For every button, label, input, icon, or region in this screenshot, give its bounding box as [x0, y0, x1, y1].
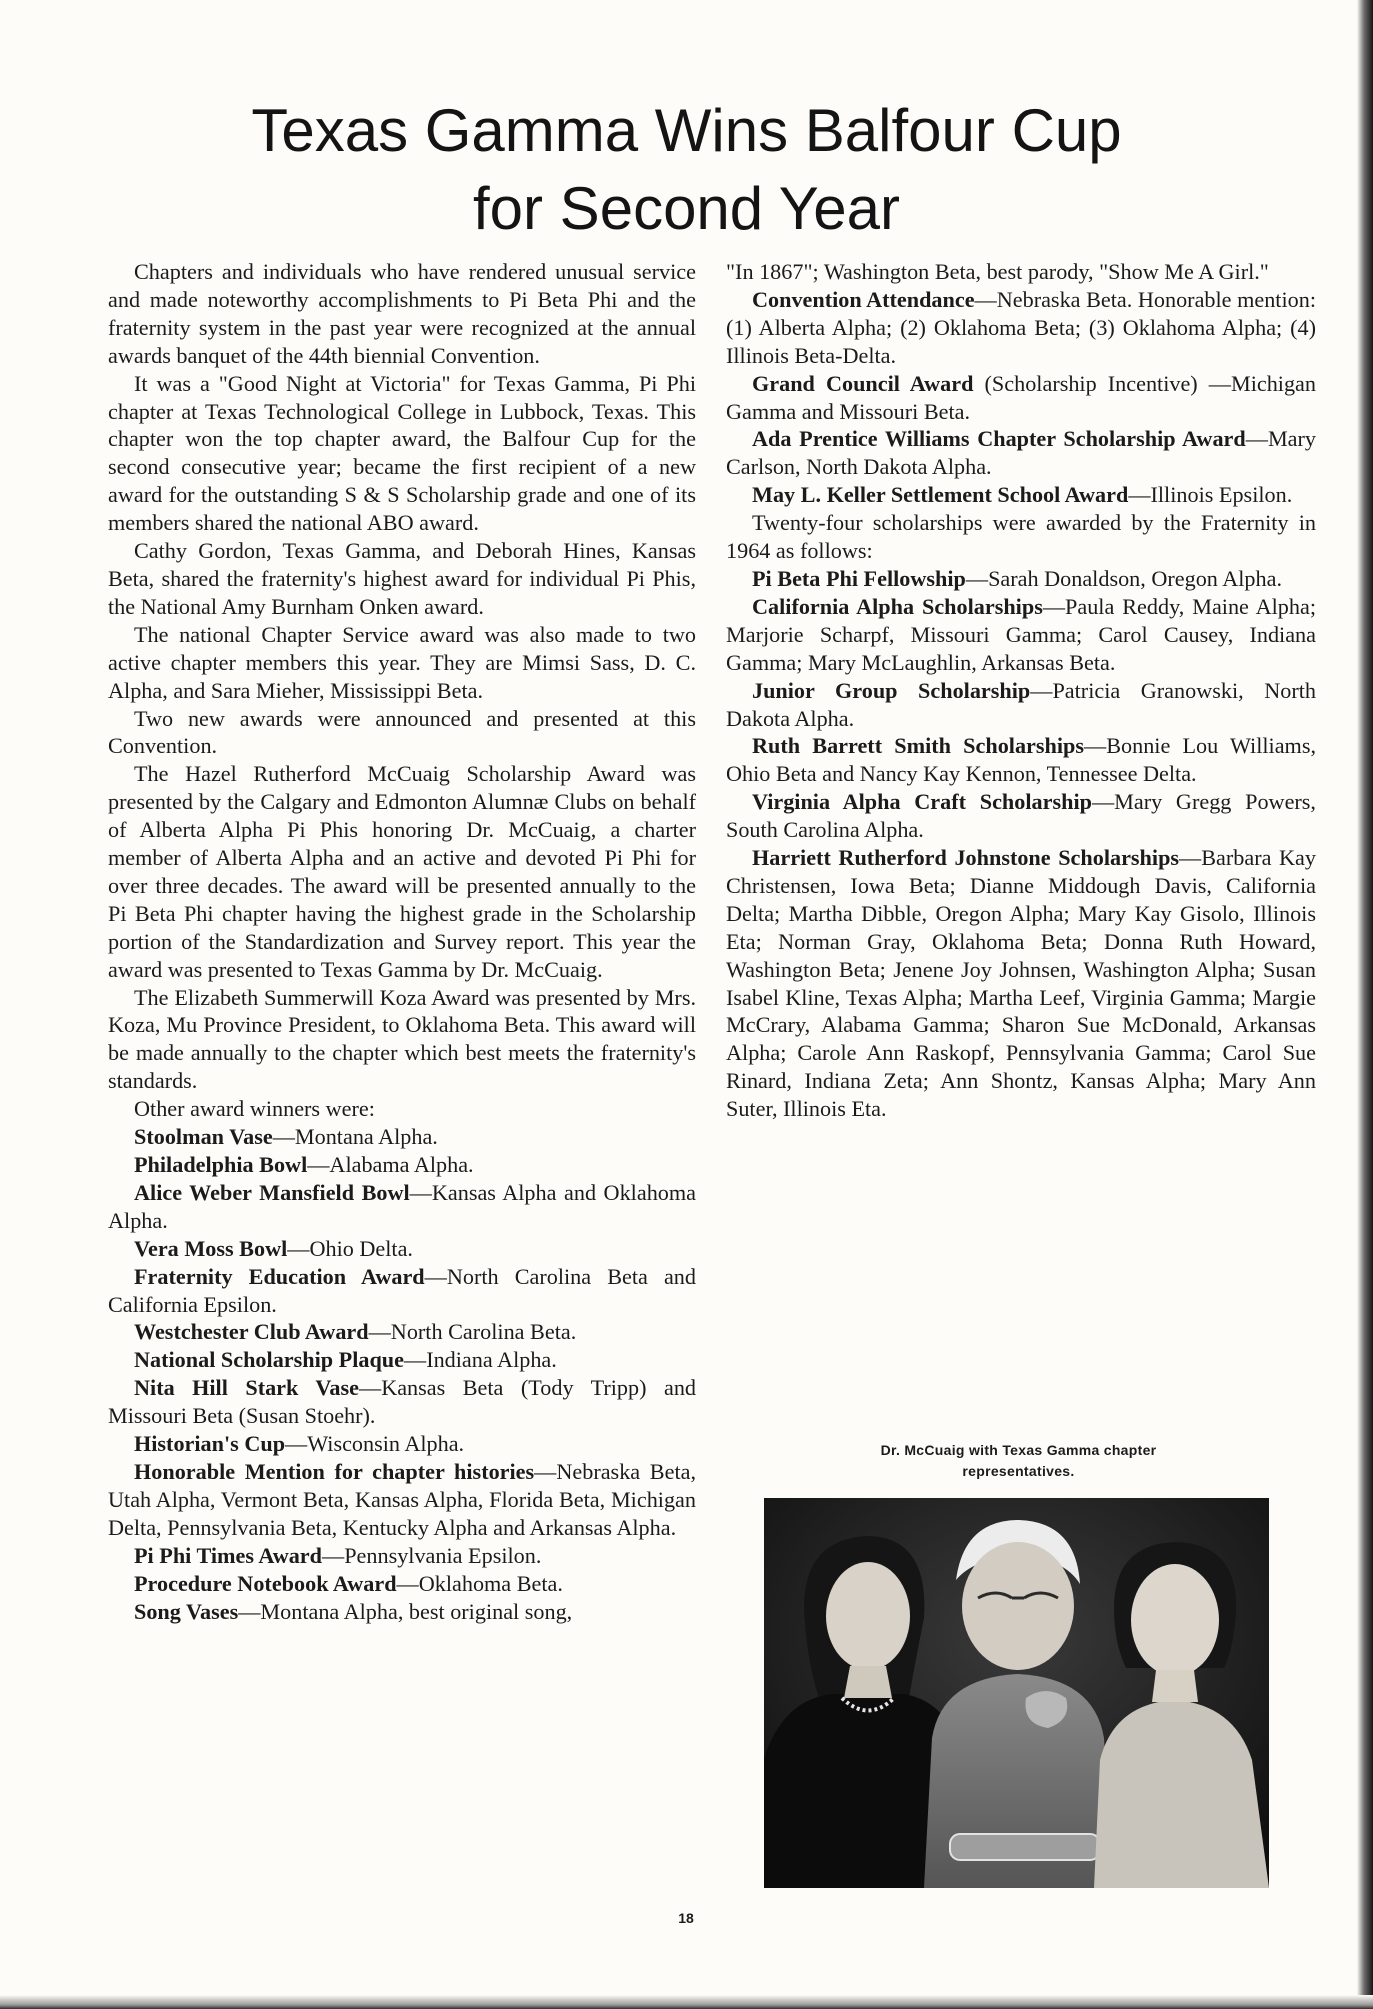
- silver-tray: [950, 1834, 1100, 1860]
- title-line-1: Texas Gamma Wins Balfour Cup: [251, 97, 1122, 164]
- paragraph: [108, 1374, 696, 1430]
- paragraph-text: The Hazel Rutherford McCuaig Scholarship Award was presented by the Calgary and Edmonton Alumnæ Clubs on behalf of Alberta Alpha Pi Phis honoring Dr. McCuaig, a charter member of Alberta Alpha and an active and devoted Pi Phi for over three decades. The award will be presented annually to the Pi Beta Phi chapter having the highest grade in the Scholarship portion of the Standardization and Survey report. This year the award was presented to Texas Gamma by Dr. McCuaig.: [108, 761, 696, 982]
- award-recipients: —Paula Reddy, Maine Alpha; Marjorie Scharpf, Missouri Gamma; Carol Causey, Indiana Gamma; Mary McLaughlin, Arkansas Beta.: [726, 593, 1316, 675]
- page-number: 18: [678, 1910, 694, 1926]
- award-recipients: —Patricia Granowski, North Dakota Alpha.: [726, 677, 1316, 731]
- dr-mccuaig-face: [962, 1542, 1074, 1670]
- award-name: Honorable Mention for chapter histories: [134, 1458, 535, 1484]
- award-name: California Alpha Scholarships: [752, 593, 1043, 619]
- paragraph: [108, 370, 696, 537]
- paragraph-text: Cathy Gordon, Texas Gamma, and Deborah Hines, Kansas Beta, shared the fraternity's highest award for individual Pi Phis, the National Amy Burnham Onken award.: [108, 538, 696, 619]
- paragraph: [726, 286, 1316, 370]
- woman-left-neck: [844, 1666, 892, 1698]
- award-recipients: —Kansas Alpha and Oklahoma Alpha.: [108, 1179, 696, 1233]
- paragraph: [726, 258, 1316, 286]
- paragraph: [108, 537, 696, 621]
- woman-right-neck: [1152, 1670, 1198, 1702]
- award-name: Harriett Rutherford Johnstone Scholarships: [752, 845, 1180, 871]
- paragraph: [108, 1235, 696, 1263]
- award-recipients: —Pennsylvania Epsilon.: [322, 1542, 542, 1568]
- paragraph: [108, 1179, 696, 1235]
- award-name: Pi Beta Phi Fellowship: [752, 565, 966, 591]
- paragraph: [108, 1095, 696, 1123]
- paragraph-text: It was a "Good Night at Victoria" for Texas Gamma, Pi Phi chapter at Texas Technological College in Lubbock, Texas. This chapter won the top chapter award, the Balfour Cup for the second consecutive year; became the first recipient of a new award for the outstanding S & S Scholarship grade and one of its members shared the national ABO award.: [108, 370, 696, 536]
- award-name: Westchester Club Award: [134, 1319, 369, 1345]
- paragraph: [726, 425, 1316, 481]
- paragraph: [726, 677, 1316, 733]
- award-name: Nita Hill Stark Vase: [134, 1375, 359, 1401]
- award-recipients: —Mary Gregg Powers, South Carolina Alpha.: [726, 789, 1316, 843]
- award-name: Song Vases: [134, 1598, 239, 1624]
- left-column: [108, 258, 696, 1625]
- award-name: Fraternity Education Award: [134, 1263, 425, 1289]
- paragraph: [108, 1346, 696, 1374]
- award-name: Grand Council Award: [752, 370, 974, 396]
- award-name: May L. Keller Settlement School Award: [752, 482, 1129, 508]
- award-recipients: —Bonnie Lou Williams, Ohio Beta and Nancy Kay Kennon, Tennessee Delta.: [726, 733, 1316, 787]
- award-name: Procedure Notebook Award: [134, 1570, 397, 1596]
- award-recipients: —Wisconsin Alpha.: [285, 1431, 465, 1457]
- award-recipients: —Mary Carlson, North Dakota Alpha.: [726, 426, 1316, 480]
- paragraph: [108, 1263, 696, 1319]
- award-recipients: —Kansas Beta (Tody Tripp) and Missouri Beta (Susan Stoehr).: [108, 1375, 697, 1429]
- paragraph: [108, 621, 696, 705]
- award-recipients: (Scholarship Incentive) —Michigan Gamma and Missouri Beta.: [726, 370, 1316, 424]
- award-name: Virginia Alpha Craft Scholarship: [752, 789, 1092, 815]
- award-recipients: —Montana Alpha.: [272, 1124, 438, 1150]
- photo-mccuaig-with-representatives: [764, 1498, 1269, 1888]
- paragraph: [726, 593, 1316, 677]
- title-line-2: for Second Year: [472, 175, 900, 242]
- paragraph: [108, 1598, 696, 1626]
- paragraph-text: Chapters and individuals who have rendered unusual service and made noteworthy accomplishments to Pi Beta Phi and the fraternity system in the past year were recognized at the annual awards banquet of the 44th biennial Convention.: [108, 259, 696, 368]
- award-name: Vera Moss Bowl: [134, 1235, 288, 1261]
- caption-line-1: Dr. McCuaig with Texas Gamma chapter: [880, 1442, 1157, 1458]
- award-name: Pi Phi Times Award: [134, 1542, 322, 1568]
- paragraph: [108, 984, 696, 1096]
- award-recipients: —Oklahoma Beta.: [396, 1570, 563, 1596]
- award-recipients: —Nebraska Beta. Honorable mention: (1) Alberta Alpha; (2) Oklahoma Beta; (3) Oklahoma Alpha; (4) Illinois Beta-Delta.: [726, 286, 1316, 368]
- paragraph-text: "In 1867"; Washington Beta, best parody, "Show Me A Girl.": [726, 259, 1269, 284]
- award-recipients: —Ohio Delta.: [287, 1235, 413, 1261]
- caption-line-2: representatives.: [962, 1463, 1075, 1479]
- award-recipients: —Nebraska Beta, Utah Alpha, Vermont Beta, Kansas Alpha, Florida Beta, Michigan Delta, Pennsylvania Beta, Kentucky Alpha and Arkansas Alpha.: [108, 1458, 696, 1540]
- paragraph: [726, 844, 1316, 1123]
- award-name: Ruth Barrett Smith Scholarships: [752, 733, 1085, 759]
- paragraph: [108, 1542, 696, 1570]
- photo-illustration: [764, 1498, 1269, 1888]
- award-recipients: —North Carolina Beta.: [368, 1319, 577, 1345]
- award-name: Ada Prentice Williams Chapter Scholarship Award: [752, 426, 1246, 452]
- award-recipients: —Sarah Donaldson, Oregon Alpha.: [965, 565, 1282, 591]
- award-name: National Scholarship Plaque: [134, 1347, 404, 1373]
- paragraph: [108, 705, 696, 761]
- award-recipients: —North Carolina Beta and California Epsilon.: [108, 1263, 696, 1317]
- paragraph-text: The Elizabeth Summerwill Koza Award was presented by Mrs. Koza, Mu Province President, to Oklahoma Beta. This award will be made annually to the chapter which best meets the fraternity's standards.: [108, 984, 696, 1094]
- paragraph-text: The national Chapter Service award was also made to two active chapter members this year. They are Mimsi Sass, D. C. Alpha, and Sara Mieher, Mississippi Beta.: [108, 621, 696, 703]
- paragraph: [726, 370, 1316, 426]
- award-recipients: —Alabama Alpha.: [307, 1152, 474, 1177]
- article-title: [0, 92, 1373, 248]
- award-name: Alice Weber Mansfield Bowl: [134, 1179, 410, 1205]
- paragraph: [726, 788, 1316, 844]
- award-name: Junior Group Scholarship: [752, 677, 1031, 703]
- paragraph: [108, 760, 696, 983]
- award-name: Philadelphia Bowl: [134, 1152, 308, 1177]
- woman-right-face: [1131, 1564, 1219, 1676]
- award-recipients: —Illinois Epsilon.: [1128, 482, 1293, 508]
- paragraph: [108, 258, 696, 370]
- paragraph-text: Two new awards were announced and presented at this Convention.: [108, 705, 696, 759]
- paragraph: [108, 1430, 696, 1458]
- award-recipients: —Barbara Kay Christensen, Iowa Beta; Dianne Middough Davis, California Delta; Martha Dibble, Oregon Alpha; Mary Kay Gisolo, Illinois Eta; Norman Gray, Oklahoma Beta; Donna Ruth Howard, Washington Beta; Jenene Joy Johnsen, Washington Alpha; Susan Isabel Kline, Texas Alpha; Martha Leef, Virginia Gamma; Margie McCrary, Alabama Gamma; Sharon Sue McDonald, Arkansas Alpha; Carole Ann Raskopf, Pennsylvania Gamma; Carol Sue Rinard, Indiana Zeta; Ann Shontz, Kansas Alpha; Mary Ann Suter, Illinois Eta.: [726, 845, 1316, 1122]
- paragraph: [108, 1151, 696, 1179]
- paragraph: [726, 732, 1316, 788]
- paragraph: [726, 481, 1316, 509]
- award-recipients: —Indiana Alpha.: [404, 1347, 557, 1373]
- award-name: Stoolman Vase: [134, 1124, 273, 1150]
- paragraph: [726, 509, 1316, 565]
- photo-caption: [766, 1440, 1271, 1482]
- paragraph-text: Twenty-four scholarships were awarded by the Fraternity in 1964 as follows:: [726, 510, 1316, 564]
- page-edge-right: [1357, 0, 1373, 2009]
- paragraph: [726, 565, 1316, 593]
- award-name: Historian's Cup: [134, 1431, 286, 1457]
- paragraph: [108, 1318, 696, 1346]
- paragraph: [108, 1458, 696, 1542]
- award-name: Convention Attendance: [752, 286, 975, 312]
- page-edge-bottom: [0, 1995, 1373, 2009]
- paragraph-text: Other award winners were:: [134, 1096, 375, 1122]
- paragraph: [108, 1570, 696, 1598]
- woman-left-face: [826, 1562, 910, 1670]
- award-recipients: —Montana Alpha, best original song,: [238, 1598, 573, 1624]
- right-column: [726, 258, 1316, 1123]
- paragraph: [108, 1123, 696, 1151]
